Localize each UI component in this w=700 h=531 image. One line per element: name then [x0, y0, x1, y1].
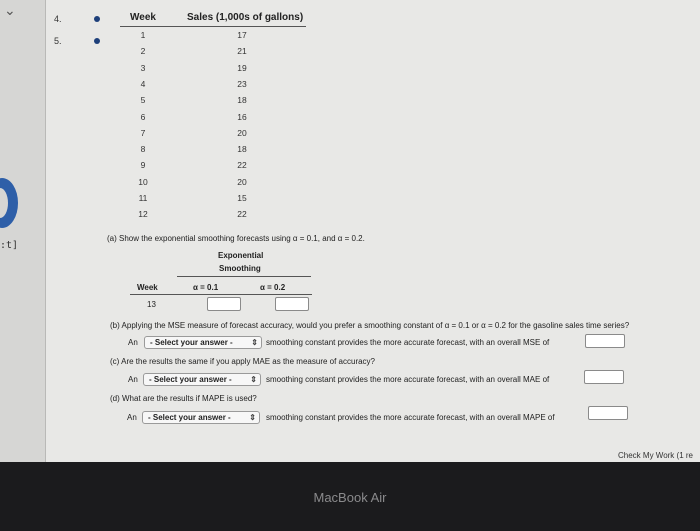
week-cell: 11	[138, 193, 148, 203]
part-d-prefix: An	[127, 413, 137, 422]
forecast-table-title-line-1: Exponential	[218, 251, 264, 260]
sales-cell: 20	[237, 176, 247, 187]
forecast-title-divider	[177, 276, 311, 277]
week-cell: 6	[140, 111, 146, 122]
select-arrows-icon: ⇕	[250, 375, 257, 384]
forecast-week-header: Week	[137, 283, 158, 292]
question-number-5[interactable]: 5.	[54, 36, 62, 46]
part-c-suffix: smoothing constant provides the more accurate forecast, with an overall MAE of	[266, 375, 550, 384]
alpha-0-2-header: α = 0.2	[260, 283, 286, 292]
week-cell: 8	[140, 144, 146, 155]
part-d-question: (d) What are the results if MAPE is used?	[110, 394, 257, 403]
week-cell: 1	[140, 30, 146, 40]
part-c-select-label: - Select your answer -	[149, 375, 232, 384]
part-b-question: (b) Applying the MSE measure of forecast accuracy, would you prefer a smoothing constant of α = 0.1 or α = 0.2 for the gasoline sales time series?	[110, 321, 630, 330]
alpha-0-1-header: α = 0.1	[193, 283, 219, 292]
sales-cell: 19	[237, 62, 247, 73]
sales-cell: 18	[237, 95, 247, 106]
forecast-table-title-line-2: Smoothing	[219, 264, 261, 273]
week-cell: 7	[140, 127, 146, 138]
week-cell: 4	[140, 78, 146, 89]
left-navigation-rail	[0, 0, 46, 462]
select-arrows-icon: ⇕	[249, 413, 256, 422]
check-my-work-link[interactable]: Check My Work (1 re	[618, 451, 693, 460]
week-column-header: Week	[130, 12, 156, 23]
part-a-question: (a) Show the exponential smoothing forecasts using α = 0.1, and α = 0.2.	[107, 234, 365, 243]
header-divider	[120, 26, 306, 27]
alpha-0-1-forecast-input[interactable]	[207, 297, 241, 311]
part-b-select-label: - Select your answer -	[150, 338, 233, 347]
week-cell: 3	[140, 62, 146, 73]
week-cell: 9	[140, 160, 146, 171]
collapse-panel-icon[interactable]	[0, 178, 18, 228]
sales-cell: 15	[237, 193, 247, 203]
sales-cell: 20	[237, 127, 247, 138]
sales-cell: 22	[237, 160, 247, 171]
part-b-suffix: smoothing constant provides the more accurate forecast, with an overall MSE of	[266, 338, 550, 347]
sales-column-header: Sales (1,000s of gallons)	[187, 12, 304, 23]
part-d-suffix: smoothing constant provides the more accurate forecast, with an overall MAPE of	[266, 413, 555, 422]
sales-cell: 18	[237, 144, 247, 155]
select-arrows-icon: ⇕	[251, 338, 258, 347]
question-5-status-dot	[94, 38, 100, 44]
part-c-prefix: An	[128, 375, 138, 384]
question-number-4[interactable]: 4.	[54, 14, 62, 24]
part-c-question: (c) Are the results the same if you apply MAE as the measure of accuracy?	[110, 357, 376, 366]
sales-cell: 22	[237, 209, 247, 220]
part-b-select[interactable]	[144, 336, 262, 349]
mse-input[interactable]	[585, 334, 625, 348]
sales-cell: 16	[237, 111, 247, 122]
alpha-0-2-forecast-input[interactable]	[275, 297, 309, 311]
week-cell: 10	[138, 176, 148, 187]
mape-input[interactable]	[588, 406, 628, 420]
part-c-select[interactable]	[143, 373, 261, 386]
mae-input[interactable]	[584, 370, 624, 384]
chevron-down-icon[interactable]: ⌄	[4, 2, 16, 18]
forecast-week-13: 13	[147, 300, 156, 309]
sales-cell: 23	[237, 78, 247, 89]
part-b-prefix: An	[128, 338, 138, 347]
question-4-status-dot	[94, 16, 100, 22]
part-d-select-label: - Select your answer -	[148, 413, 231, 422]
part-d-select[interactable]	[142, 411, 260, 424]
week-cell: 12	[138, 209, 148, 220]
sales-cell: 21	[237, 46, 247, 57]
forecast-header-divider	[130, 294, 312, 295]
sales-cell: 17	[237, 30, 247, 40]
week-cell: 2	[140, 46, 146, 57]
week-cell: 5	[140, 95, 146, 106]
laptop-bezel-label: MacBook Air	[313, 490, 387, 505]
bracket-icon: :t]	[0, 240, 19, 251]
